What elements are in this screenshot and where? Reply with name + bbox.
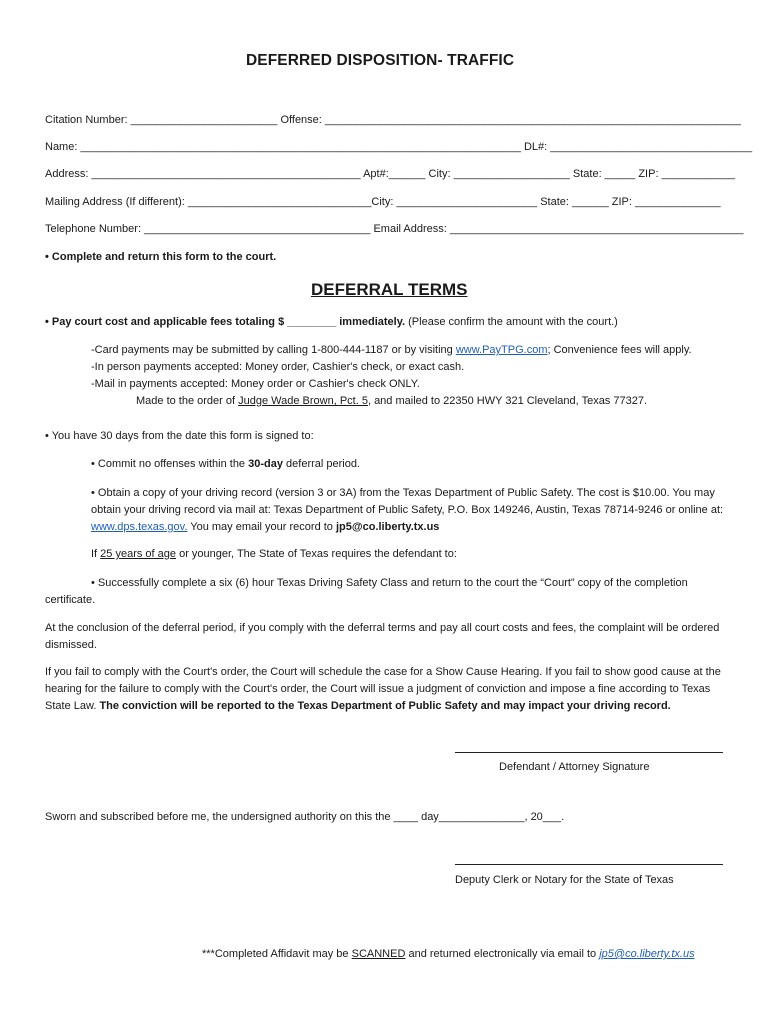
paytpg-link[interactable]: www.PayTPG.com	[455, 344, 548, 356]
age-prefix: If	[91, 548, 101, 560]
defendant-signature-label: Defendant / Attorney Signature	[499, 761, 650, 773]
judge-name: Judge Wade Brown, Pct. 5	[238, 395, 368, 407]
scanned-word: SCANNED	[351, 948, 406, 960]
failure-bold-text: The conviction will be reported to the Texas Department of Public Safety and may impact your driving record.	[99, 700, 671, 712]
age-suffix: or younger, The State of Texas requires the defendant to:	[176, 548, 457, 560]
thirty-day-bold: 30-day	[248, 458, 283, 470]
card-payment-fee: ; Convenience fees will apply.	[547, 344, 692, 356]
commit-no-offenses	[91, 458, 360, 470]
dps-link[interactable]: www.dps.texas.gov.	[91, 521, 188, 533]
footer-text-2: and returned electronically via email to	[405, 948, 600, 960]
commit-period: deferral period.	[282, 458, 361, 470]
failure-paragraph	[45, 664, 735, 715]
pay-instruction	[45, 316, 618, 328]
pay-instruction-bold: • Pay court cost and applicable fees totaling $ ________ immediately.	[45, 316, 406, 328]
deferral-terms-heading: DEFERRAL TERMS	[311, 280, 468, 299]
in-person-payment-line: -In person payments accepted: Money order, Cashier's check, or exact cash.	[91, 361, 465, 373]
conclusion-paragraph: At the conclusion of the deferral period, if you comply with the deferral terms and pay all court costs and fees, the complaint will be ordered dismissed.	[45, 622, 720, 651]
name-dl-row[interactable]: Name: ________________________________________________________________________ DL#: _________________________________	[45, 141, 753, 153]
footer-email-link[interactable]: jp5@co.liberty.tx.us	[599, 948, 695, 960]
mailing-address-text: , and mailed to 22350 HWY 321 Cleveland, Texas 77327.	[367, 395, 648, 407]
age-requirement-line	[91, 548, 457, 560]
pay-instruction-note: (Please confirm the amount with the court.)	[405, 316, 618, 328]
complete-note: • Complete and return this form to the court.	[45, 251, 277, 263]
deputy-signature-line[interactable]	[455, 864, 723, 865]
deputy-signature-label: Deputy Clerk or Notary for the State of Texas	[455, 874, 674, 886]
driving-record-paragraph	[91, 485, 731, 536]
email-record-text: You may email your record to	[187, 521, 336, 533]
driving-record-text: • Obtain a copy of your driving record (version 3 or 3A) from the Texas Department of Public Safety. The cost is $10.00. You may obtain your driving record via mail at: Texas Department of Public Safety, P.O. Box 149246, Austin, Texas 78714-9246 or online at:	[91, 487, 724, 516]
mailing-address-row[interactable]: Mailing Address (If different): ______________________________City: _______________________ State: ______ ZIP: ______________	[45, 196, 721, 208]
citation-offense-row[interactable]: Citation Number: ________________________ Offense: ____________________________________________________________________	[45, 114, 741, 126]
age-underlined: 25 years of age	[100, 548, 177, 560]
mail-payment-line: -Mail in payments accepted: Money order or Cashier's check ONLY.	[91, 378, 420, 390]
commit-text: • Commit no offenses within the	[91, 458, 249, 470]
payable-to-line	[136, 395, 647, 407]
defendant-signature-line[interactable]	[455, 752, 723, 753]
safety-class-paragraph: • Successfully complete a six (6) hour Texas Driving Safety Class and return to the court the “Court” copy of the completion certificate.	[45, 577, 688, 606]
failure-text: If you fail to comply with the Court's order, the Court will schedule the case for a Show Cause Hearing. If you fail to show good cause at the hearing for the failure to comply with the Court's order, the Court will issue a judgment of conviction and impose a fine according to Texas State Law.	[45, 666, 721, 712]
sworn-statement[interactable]: Sworn and subscribed before me, the undersigned authority on this the ____ day______________, 20___.	[45, 811, 565, 823]
footer-note	[202, 948, 695, 960]
address-row[interactable]: Address: ____________________________________________ Apt#:______ City: ___________________ State: _____ ZIP: ____________	[45, 168, 735, 180]
card-payment-text: -Card payments may be submitted by calling 1-800-444-1187 or by visiting	[91, 344, 456, 356]
telephone-email-row[interactable]: Telephone Number: _____________________________________ Email Address: ________________________________________________	[45, 223, 744, 235]
thirty-days-line: • You have 30 days from the date this form is signed to:	[45, 430, 314, 442]
card-payment-line	[91, 344, 692, 356]
records-email: jp5@co.liberty.tx.us	[335, 521, 440, 533]
form-title: DEFERRED DISPOSITION- TRAFFIC	[246, 52, 515, 69]
payable-to-text: Made to the order of	[136, 395, 239, 407]
footer-text: ***Completed Affidavit may be	[202, 948, 352, 960]
